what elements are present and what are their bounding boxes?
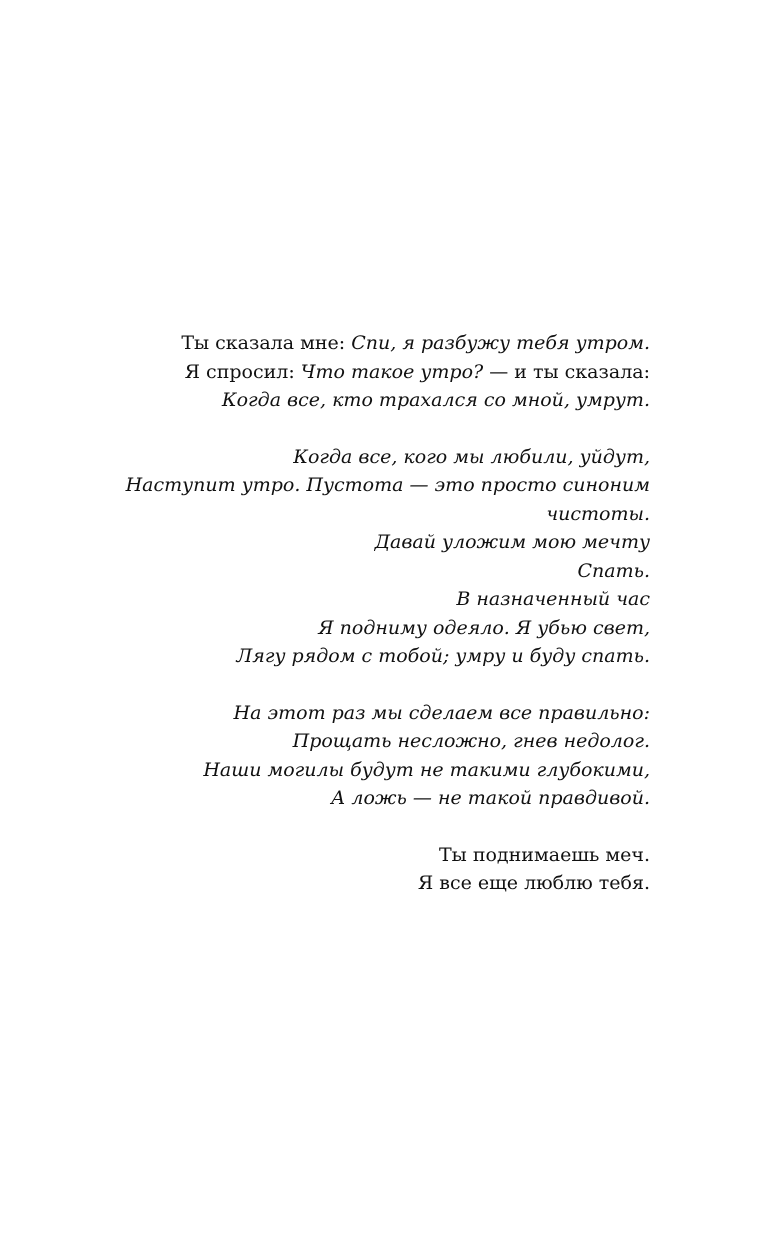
- poem-line: Ты поднимаешь меч.: [439, 843, 650, 866]
- poem-line: Я подниму одеяло. Я убью свет,: [318, 616, 650, 639]
- line-text-plain: — и ты сказала:: [483, 360, 650, 383]
- poem-line: Я все еще люблю тебя.: [417, 872, 650, 894]
- poem-line: Когда все, кого мы любили, уйдут,: [293, 445, 650, 468]
- poem-line: Прощать несложно, гнев недолог.: [292, 730, 650, 752]
- poem-line: Когда все, кто трахался со мной, умрут.: [221, 389, 650, 411]
- stanza-gap: [90, 671, 650, 699]
- line-text-plain: Ты сказала мне:: [181, 332, 352, 354]
- stanza-3: [90, 699, 650, 813]
- line-text-plain: Я спросил:: [184, 360, 301, 383]
- poem-line: Давай уложим мою мечту: [374, 531, 650, 553]
- poem-line: Лягу рядом с тобой; умру и буду спать.: [236, 645, 650, 667]
- line-text-italic: Спи, я разбужу тебя утром.: [351, 332, 650, 354]
- line-text-italic: Что такое утро?: [300, 360, 484, 383]
- poem-line: чистоты.: [546, 502, 650, 525]
- poem: [90, 329, 650, 898]
- poem-line: [90, 329, 650, 358]
- stanza-gap: [90, 415, 650, 443]
- poem-line: А ложь — не такой правдивой.: [330, 787, 650, 809]
- stanza-2: [90, 443, 650, 671]
- poem-line: [90, 358, 650, 387]
- stanza-1: [90, 329, 650, 415]
- stanza-gap: [90, 813, 650, 841]
- stanza-4: [90, 841, 650, 898]
- poem-line: Спать.: [577, 559, 650, 582]
- poem-line: В назначенный час: [456, 588, 650, 610]
- poem-line: Наши могилы будут не такими глубокими,: [203, 758, 650, 781]
- poem-line: Наступит утро. Пустота — это просто синоним: [125, 474, 650, 496]
- poem-line: На этот раз мы сделаем все правильно:: [233, 701, 650, 724]
